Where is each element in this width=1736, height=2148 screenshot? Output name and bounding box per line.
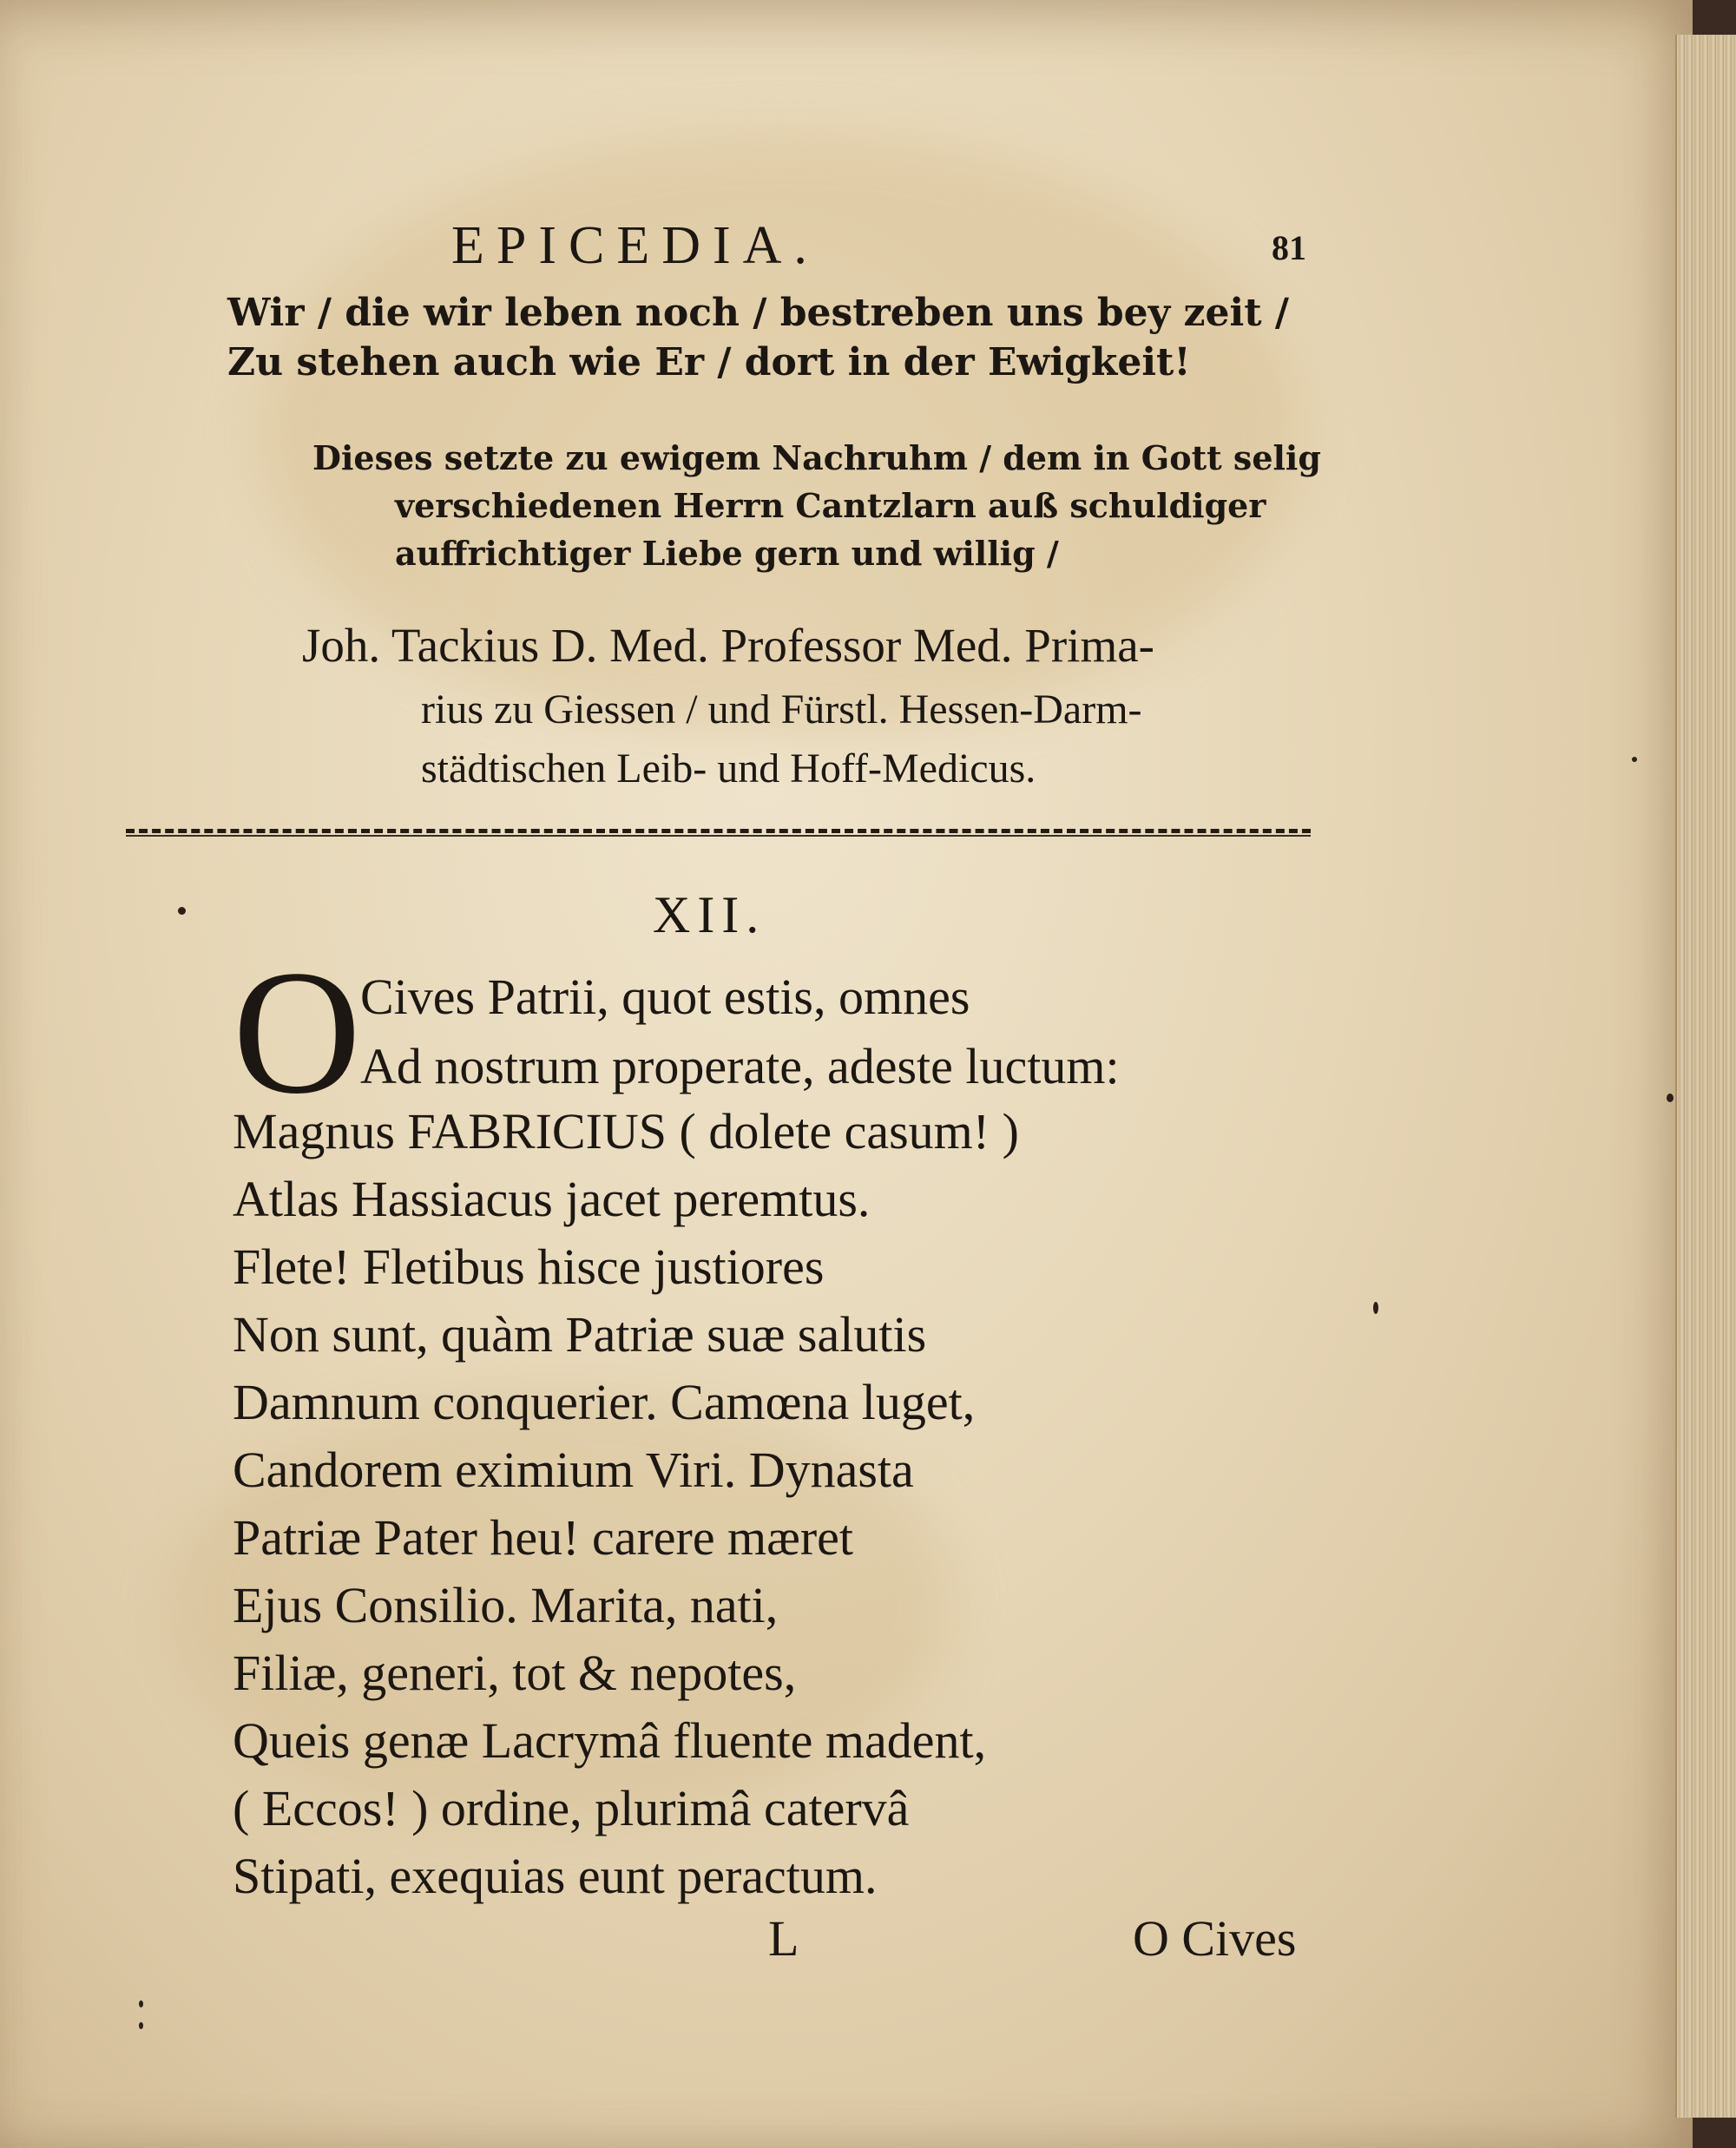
- dedication-line: Dieses setzte zu ewigem Nachruhm / dem in Gott selig: [312, 438, 1321, 477]
- signature-line: rius zu Giessen / und Fürstl. Hessen-Darm-: [421, 686, 1142, 732]
- ink-speck: [1667, 1094, 1674, 1102]
- german-verse-line: Zu stehen auch wie Er / dort in der Ewigkeit!: [227, 340, 1191, 384]
- dedication-line: verschiedenen Herrn Cantzlarn auß schuldiger: [395, 486, 1266, 525]
- poem-line: Filiæ, generi, tot & nepotes,: [233, 1645, 797, 1701]
- poem-line: Flete! Fletibus hisce justiores: [233, 1238, 825, 1295]
- poem-line: Candorem eximium Viri. Dynasta: [233, 1442, 914, 1498]
- book-page-edges: [1675, 35, 1736, 2118]
- poem-line: Patriæ Pater heu! carere mæret: [233, 1509, 854, 1566]
- signature-line: städtischen Leib- und Hoff-Medicus.: [421, 746, 1036, 792]
- signature-line: Joh. Tackius D. Med. Professor Med. Prima-: [302, 619, 1154, 672]
- german-verse-line: Wir / die wir leben noch / bestreben uns bey zeit /: [227, 291, 1289, 335]
- poem-line: Damnum conquerier. Camœna luget,: [233, 1374, 976, 1430]
- page-number: 81: [1272, 228, 1306, 267]
- ink-speck: [1373, 1302, 1378, 1314]
- poem-line: Magnus FABRICIUS ( dolete casum! ): [233, 1103, 1019, 1159]
- drop-cap-initial: O: [233, 934, 362, 1131]
- ink-speck: [1632, 757, 1637, 762]
- catchword: O Cives: [1133, 1910, 1297, 1967]
- poem-line: Cives Patrii, quot estis, omnes: [360, 969, 970, 1025]
- poem-line: Ejus Consilio. Marita, nati,: [233, 1577, 779, 1633]
- section-divider: [126, 829, 1311, 833]
- poem-line: Stipati, exequias eunt peractum.: [233, 1848, 878, 1904]
- poem-line: Non sunt, quàm Patriæ suæ salutis: [233, 1306, 927, 1363]
- signature-mark: L: [768, 1910, 799, 1967]
- ink-speck: [139, 2000, 143, 2007]
- ink-speck: [178, 907, 186, 915]
- section-divider-underline: [126, 835, 1311, 837]
- running-title: EPICEDIA.: [451, 216, 819, 275]
- poem-line: Ad nostrum properate, adeste luctum:: [360, 1038, 1120, 1094]
- poem-line: ( Eccos! ) ordine, plurimâ catervâ: [233, 1780, 910, 1836]
- ink-speck: [139, 2022, 143, 2029]
- poem-line: Queis genæ Lacrymâ fluente madent,: [233, 1712, 987, 1769]
- section-number: XII.: [653, 886, 766, 943]
- dedication-line: auffrichtiger Liebe gern und willig /: [395, 534, 1059, 573]
- poem-line: Atlas Hassiacus jacet peremtus.: [233, 1171, 871, 1227]
